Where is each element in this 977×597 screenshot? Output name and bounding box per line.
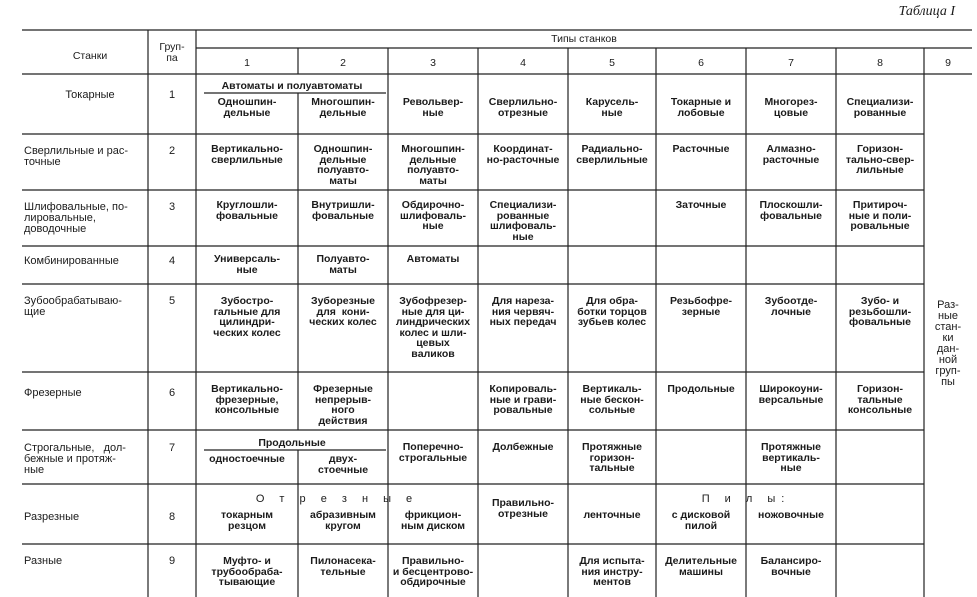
row-name-6: Фрезерные bbox=[24, 387, 82, 399]
cell-r4c1: Универсаль- ные bbox=[214, 253, 280, 276]
row-group-8: 8 bbox=[168, 511, 176, 523]
cell-r5c7: Зубоотде- лочные bbox=[764, 295, 818, 318]
cell-r8c4: Правильно- отрезные bbox=[491, 497, 555, 520]
row-name-4: Комбинированные bbox=[24, 255, 119, 267]
cell-r4c2: Полуавто- маты bbox=[316, 253, 370, 276]
row-name-1: Токарные bbox=[65, 89, 115, 101]
cell-r5c3: Зубофрезер- ные для ци- линдрических колес и шли- цевых вaликов bbox=[395, 295, 471, 360]
cell-r8c2: абразивным кругом bbox=[310, 509, 376, 532]
header-num-8: 8 bbox=[877, 57, 883, 69]
cell-r1c2: Многошпин- дельные bbox=[311, 96, 375, 119]
cell-r6c6: Продольные bbox=[667, 383, 735, 395]
header-num-4: 4 bbox=[520, 57, 526, 69]
row-group-1: 1 bbox=[168, 89, 176, 101]
row-name-9: Разные bbox=[24, 555, 63, 567]
cell-r5c1: Зубостро- гальные для цилиндри- ческих колес bbox=[213, 295, 281, 339]
cell-r2c6: Расточные bbox=[672, 143, 730, 155]
cell-r9c5: Для испыта- ния инстру- ментов bbox=[579, 555, 645, 588]
row-name-5: Зубообрабатываю- щие bbox=[24, 295, 122, 318]
cell-r1c6: Токарные и лобовые bbox=[670, 96, 732, 119]
cell-r1-span: Автоматы и полуавтоматы bbox=[221, 80, 363, 92]
row-group-4: 4 bbox=[168, 255, 176, 267]
cell-r1c3: Револьвер- ные bbox=[402, 96, 464, 119]
cell-r3c6: Заточные bbox=[675, 199, 727, 211]
cell-r3c1: Круглошли- фовальные bbox=[216, 199, 278, 222]
header-group: Груп- па bbox=[159, 41, 185, 64]
cell-r6c8: Горизон- тальные консольные bbox=[847, 383, 913, 416]
header-machines: Станки bbox=[72, 50, 108, 62]
header-num-3: 3 bbox=[430, 57, 436, 69]
cell-r7c2: двух- стоечные bbox=[317, 453, 369, 476]
header-num-1: 1 bbox=[244, 57, 250, 69]
cell-c9: Раз- ные стан- ки дан- ной груп- пы bbox=[934, 299, 962, 388]
cell-r5c6: Резьбофре- зерные bbox=[669, 295, 733, 318]
cell-r3c8: Притироч- ные и поли- ровальные bbox=[848, 199, 912, 232]
header-num-9: 9 bbox=[945, 57, 951, 69]
cell-r7c5: Протяжные горизон- тальные bbox=[582, 441, 642, 474]
row-group-2: 2 bbox=[168, 145, 176, 157]
row-group-9: 9 bbox=[168, 555, 176, 567]
cell-r7c1: одностоечные bbox=[209, 453, 285, 465]
cell-r3c4: Специализи- рованные шлифоваль- ные bbox=[489, 199, 557, 243]
cell-r8c3: фрикцион- ным диском bbox=[400, 509, 466, 532]
cell-r6c4: Копироваль- ные и грави- ровальные bbox=[489, 383, 557, 416]
cell-r5c8: Зубо- и резьбошли- фовальные bbox=[848, 295, 912, 328]
row-group-7: 7 bbox=[168, 442, 176, 454]
cell-r8-span-saws: П и л ы: bbox=[701, 493, 791, 505]
cell-r8c1: токарным резцом bbox=[220, 509, 273, 532]
header-num-7: 7 bbox=[788, 57, 794, 69]
cell-r1c8: Специализи- рованные bbox=[846, 96, 914, 119]
cell-r3c3: Обдирочно- шлифоваль- ные bbox=[399, 199, 467, 232]
cell-r1c7: Многорез- цовые bbox=[764, 96, 818, 119]
cell-r1c5: Карусель- ные bbox=[585, 96, 639, 119]
cell-r5c2: Зуборезные для кони- ческих колес bbox=[309, 295, 377, 328]
cell-r9c6: Делительные машины bbox=[665, 555, 737, 578]
cell-r7-span: Продольные bbox=[258, 437, 326, 449]
cell-r2c8: Горизон- тально-свер- лильные bbox=[845, 143, 915, 176]
cell-r5c5: Для обра- ботки торцов зубьев колес bbox=[577, 295, 647, 328]
table-caption: Таблица I bbox=[898, 4, 955, 19]
cell-r5c4: Для нареза- ния червяч- ных передач bbox=[489, 295, 557, 328]
row-group-5: 5 bbox=[168, 295, 176, 307]
cell-r8c5: ленточные bbox=[583, 509, 641, 521]
cell-r8-span-cutoff: О т р е з н ы е bbox=[255, 493, 419, 505]
cell-r3c7: Плоскошли- фовальные bbox=[759, 199, 823, 222]
row-name-7: Строгальные, дол- бежные и протяж- ные bbox=[24, 442, 126, 476]
cell-r6c2: Фрезерные непрерыв- ного действия bbox=[313, 383, 373, 427]
cell-r6c7: Широкоуни- версальные bbox=[758, 383, 824, 406]
cell-r9c1: Муфто- и трубообраба- тывающие bbox=[211, 555, 283, 588]
cell-r8c7: ножовочные bbox=[758, 509, 824, 521]
cell-r1c1: Одношпин- дельные bbox=[217, 96, 277, 119]
row-name-2: Сверлильные и рас- точные bbox=[24, 145, 128, 168]
row-name-3: Шлифовальные, по- лировальные, доводочные bbox=[24, 201, 128, 235]
header-num-5: 5 bbox=[609, 57, 615, 69]
cell-r7c7: Протяжные вертикаль- ные bbox=[761, 441, 821, 474]
header-types: Типы станков bbox=[551, 33, 617, 45]
cell-r2c4: Координат- но-расточные bbox=[486, 143, 560, 166]
cell-r7c4: Долбежные bbox=[492, 441, 554, 453]
row-name-8: Разрезные bbox=[24, 511, 80, 523]
row-group-3: 3 bbox=[168, 201, 176, 213]
header-num-2: 2 bbox=[340, 57, 346, 69]
cell-r2c2: Одношпин- дельные полуавто- маты bbox=[313, 143, 373, 187]
cell-r6c1: Вертикально- фрезерные, консольные bbox=[211, 383, 283, 416]
cell-r4c3: Автоматы bbox=[406, 253, 460, 265]
row-group-6: 6 bbox=[168, 387, 176, 399]
cell-r1c4: Сверлильно- отрезные bbox=[488, 96, 558, 119]
cell-r8c6: с дисковой пилой bbox=[671, 509, 731, 532]
cell-r9c2: Пилонасека- тельные bbox=[310, 555, 376, 578]
cell-r6c5: Вертикаль- ные бескон- сольные bbox=[580, 383, 644, 416]
cell-r2c3: Многошпин- дельные полуавто- маты bbox=[401, 143, 465, 187]
cell-r3c2: Внутришли- фовальные bbox=[311, 199, 375, 222]
header-num-6: 6 bbox=[698, 57, 704, 69]
cell-r2c5: Радиально- сверлильные bbox=[576, 143, 648, 166]
cell-r2c7: Алмазно- расточные bbox=[762, 143, 820, 166]
cell-r9c3: Правильно- и бесцентрово- обдирочные bbox=[392, 555, 474, 588]
cell-r2c1: Вертикально- сверлильные bbox=[211, 143, 283, 166]
cell-r7c3: Поперечно- строгальные bbox=[398, 441, 468, 464]
cell-r9c7: Балансиро- вочные bbox=[760, 555, 822, 578]
